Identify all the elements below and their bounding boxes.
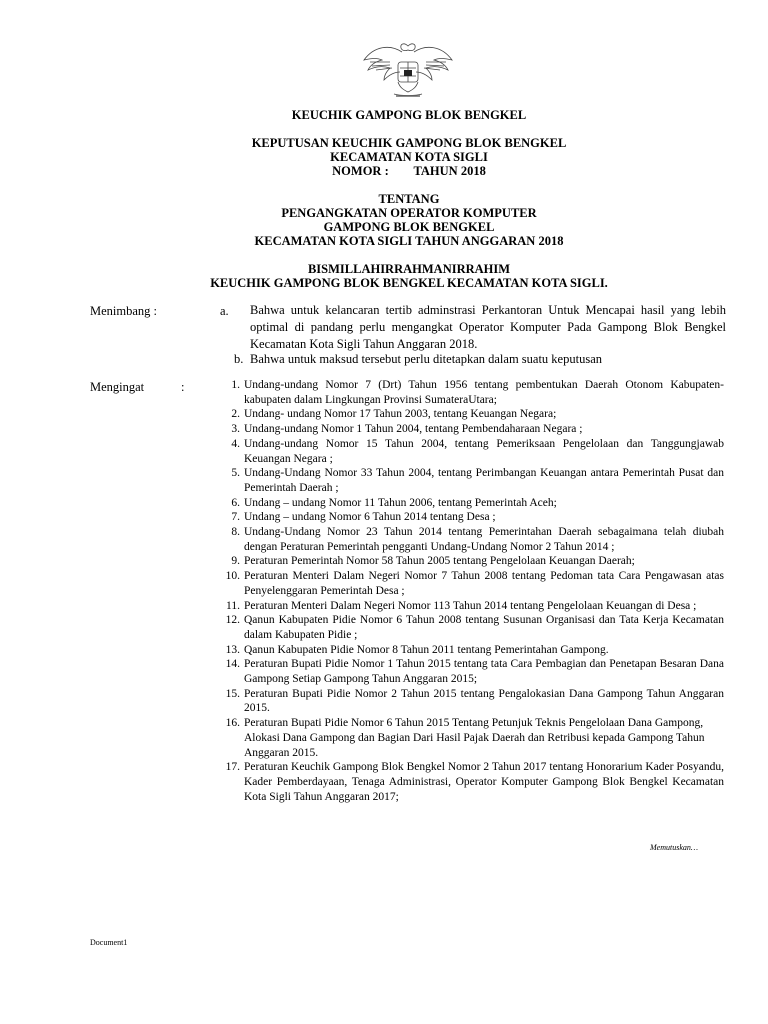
menimbang-a-text: Bahwa untuk kelancaran tertib adminstrasi Perkantoran Untuk Mencapai hasil yang lebih optimal di pandang perlu mengangkat Operator Komputer Pada Gampong Blok Bengkel Kecamatan Kota Sigli Tahun Anggaran 2018.	[250, 303, 726, 351]
subject-line2: GAMPONG BLOK BENGKEL	[323, 220, 495, 234]
list-item	[212, 496, 724, 511]
list-item	[212, 599, 724, 614]
list-item-text: Qanun Kabupaten Pidie Nomor 6 Tahun 2008 tentang Susunan Organisasi dan Tata Kerja Kecamatan dalam Kabupaten Pidie ;	[244, 614, 724, 641]
list-item-number: 8.	[231, 526, 240, 539]
list-item-text: Peraturan Pemerintah Nomor 58 Tahun 2005 tentang Pengelolaan Keuangan Daerah;	[244, 555, 635, 568]
list-item	[212, 554, 724, 569]
list-item-text: Undang-undang Nomor 15 Tahun 2004, tentang Pemeriksaan Pengelolaan dan Tanggungjawab Keuangan Negara ;	[244, 437, 724, 465]
list-item-number: 17.	[225, 761, 240, 774]
list-item-number: 11.	[226, 599, 240, 612]
list-item-text: Undang-undang Nomor 7 (Drt) Tahun 1956 tentang pembentukan Daerah Otonom Kabupaten-kabupaten dalam Lingkungan Provinsi SumateraUtara;	[244, 379, 724, 406]
authority-line: KEUCHIK GAMPONG BLOK BENGKEL KECAMATAN KOTA SIGLI.	[210, 276, 608, 290]
list-item	[212, 643, 724, 658]
garuda-emblem-icon	[360, 38, 456, 102]
list-item-number: 10.	[225, 570, 240, 583]
menimbang-b-text: Bahwa untuk maksud tersebut perlu ditetapkan dalam suatu keputusan	[250, 352, 602, 366]
menimbang-label: Menimbang :	[90, 304, 158, 318]
list-item-text: Undang-Undang Nomor 33 Tahun 2004, tentang Perimbangan Keuangan antara Pemerintah Pusat dan Pemerintah Daerah ;	[244, 467, 724, 494]
list-item-text: Peraturan Keuchik Gampong Blok Bengkel Nomor 2 Tahun 2017 tentang Honorarium Kader Posyandu, Kader Pemberdayaan, Tenaga Administrasi, Operator Komputer Gampong Blok Bengkel Kecamatan Kota Sigli Tahun Anggaran 2017;	[244, 761, 724, 803]
continuation-note: Memutuskan…	[650, 843, 698, 852]
institution-title: KEUCHIK GAMPONG BLOK BENGKEL	[291, 108, 527, 122]
list-item-number: 12.	[225, 614, 240, 627]
list-item-number: 14.	[225, 658, 240, 671]
list-item-text: Peraturan Menteri Dalam Negeri Nomor 7 Tahun 2008 tentang Pedoman tata Cara Pengawasan atas Penyelenggaran Pemerintah Desa ;	[244, 570, 724, 597]
list-item	[212, 716, 724, 760]
list-item-text: Peraturan Bupati Pidie Nomor 1 Tahun 2015 tentang tata Cara Pembagian dan Penetapan Besaran Dana Gampong Setiap Gampong Tahun Anggaran 2015;	[244, 658, 724, 686]
list-item-number: 5.	[231, 467, 240, 480]
basmalah: BISMILLAHIRRAHMANIRRAHIM	[307, 262, 511, 276]
list-item-number: 13.	[225, 643, 240, 656]
list-item-number: 4.	[231, 437, 240, 450]
menimbang-b-marker: b.	[234, 352, 244, 366]
list-item	[212, 613, 724, 642]
subject-line3: KECAMATAN KOTA SIGLI TAHUN ANGGARAN 2018	[254, 234, 564, 248]
list-item-text: Undang-Undang Nomor 23 Tahun 2014 tentang Pemerintahan Daerah sebagaimana telah diubah dengan Peraturan Pemerintah pengganti Undang-Undang Nomor 2 Tahun 2014 ;	[244, 526, 724, 553]
list-item-text: Undang-undang Nomor 1 Tahun 2004, tentang Pembendaharaan Negara ;	[244, 423, 583, 436]
list-item-text: Undang – undang Nomor 6 Tahun 2014 tentang Desa ;	[244, 511, 496, 524]
list-item	[212, 407, 724, 422]
list-item	[212, 569, 724, 598]
list-item	[212, 687, 724, 716]
list-item-number: 7.	[231, 511, 240, 524]
list-item	[212, 657, 724, 686]
decree-title-line2: KECAMATAN KOTA SIGLI	[330, 150, 488, 164]
list-item-text: Qanun Kabupaten Pidie Nomor 8 Tahun 2011 tentang Pemerintahan Gampong.	[244, 643, 609, 656]
list-item-text: Peraturan Bupati Pidie Nomor 2 Tahun 2015 tentang Pengalokasian Dana Gampong Tahun Anggaran 2015.	[244, 687, 724, 715]
mengingat-colon: :	[181, 380, 185, 394]
list-item	[212, 466, 724, 495]
list-item	[212, 525, 724, 554]
list-item-number: 15.	[225, 687, 240, 700]
list-item-number: 9.	[231, 555, 240, 568]
list-item-number: 2.	[231, 408, 240, 421]
about-heading: TENTANG	[378, 192, 440, 206]
decree-number: NOMOR : TAHUN 2018	[332, 164, 486, 178]
list-item-number: 16.	[225, 717, 240, 730]
mengingat-list	[212, 378, 724, 804]
list-item-text: Undang – undang Nomor 11 Tahun 2006, tentang Pemerintah Aceh;	[244, 496, 557, 509]
list-item	[212, 510, 724, 525]
subject-line1: PENGANGKATAN OPERATOR KOMPUTER	[281, 206, 537, 220]
decree-title-line1: KEPUTUSAN KEUCHIK GAMPONG BLOK BENGKEL	[251, 136, 567, 150]
list-item	[212, 422, 724, 437]
mengingat-label: Mengingat	[90, 380, 145, 394]
list-item-number: 3.	[231, 423, 240, 436]
list-item	[212, 437, 724, 466]
document-footer: Document1	[90, 938, 128, 947]
list-item	[212, 378, 724, 407]
list-item-text: Peraturan Bupati Pidie Nomor 6 Tahun 2015 Tentang Petunjuk Teknis Pengelolaan Dana Gampong, Alokasi Dana Gampong dan Bagian Dari Hasil Pajak Daerah dan Retribusi kepada Gampong Tahun Anggaran 2015.	[244, 717, 705, 759]
list-item-text: Undang- undang Nomor 17 Tahun 2003, tentang Keuangan Negara;	[244, 408, 557, 421]
menimbang-a-marker: a.	[220, 304, 229, 318]
list-item-number: 1.	[231, 379, 240, 391]
list-item	[212, 760, 724, 804]
list-item-number: 6.	[231, 496, 240, 509]
list-item-text: Peraturan Menteri Dalam Negeri Nomor 113 Tahun 2014 tentang Pengelolaan Keuangan di Desa ;	[244, 599, 697, 612]
